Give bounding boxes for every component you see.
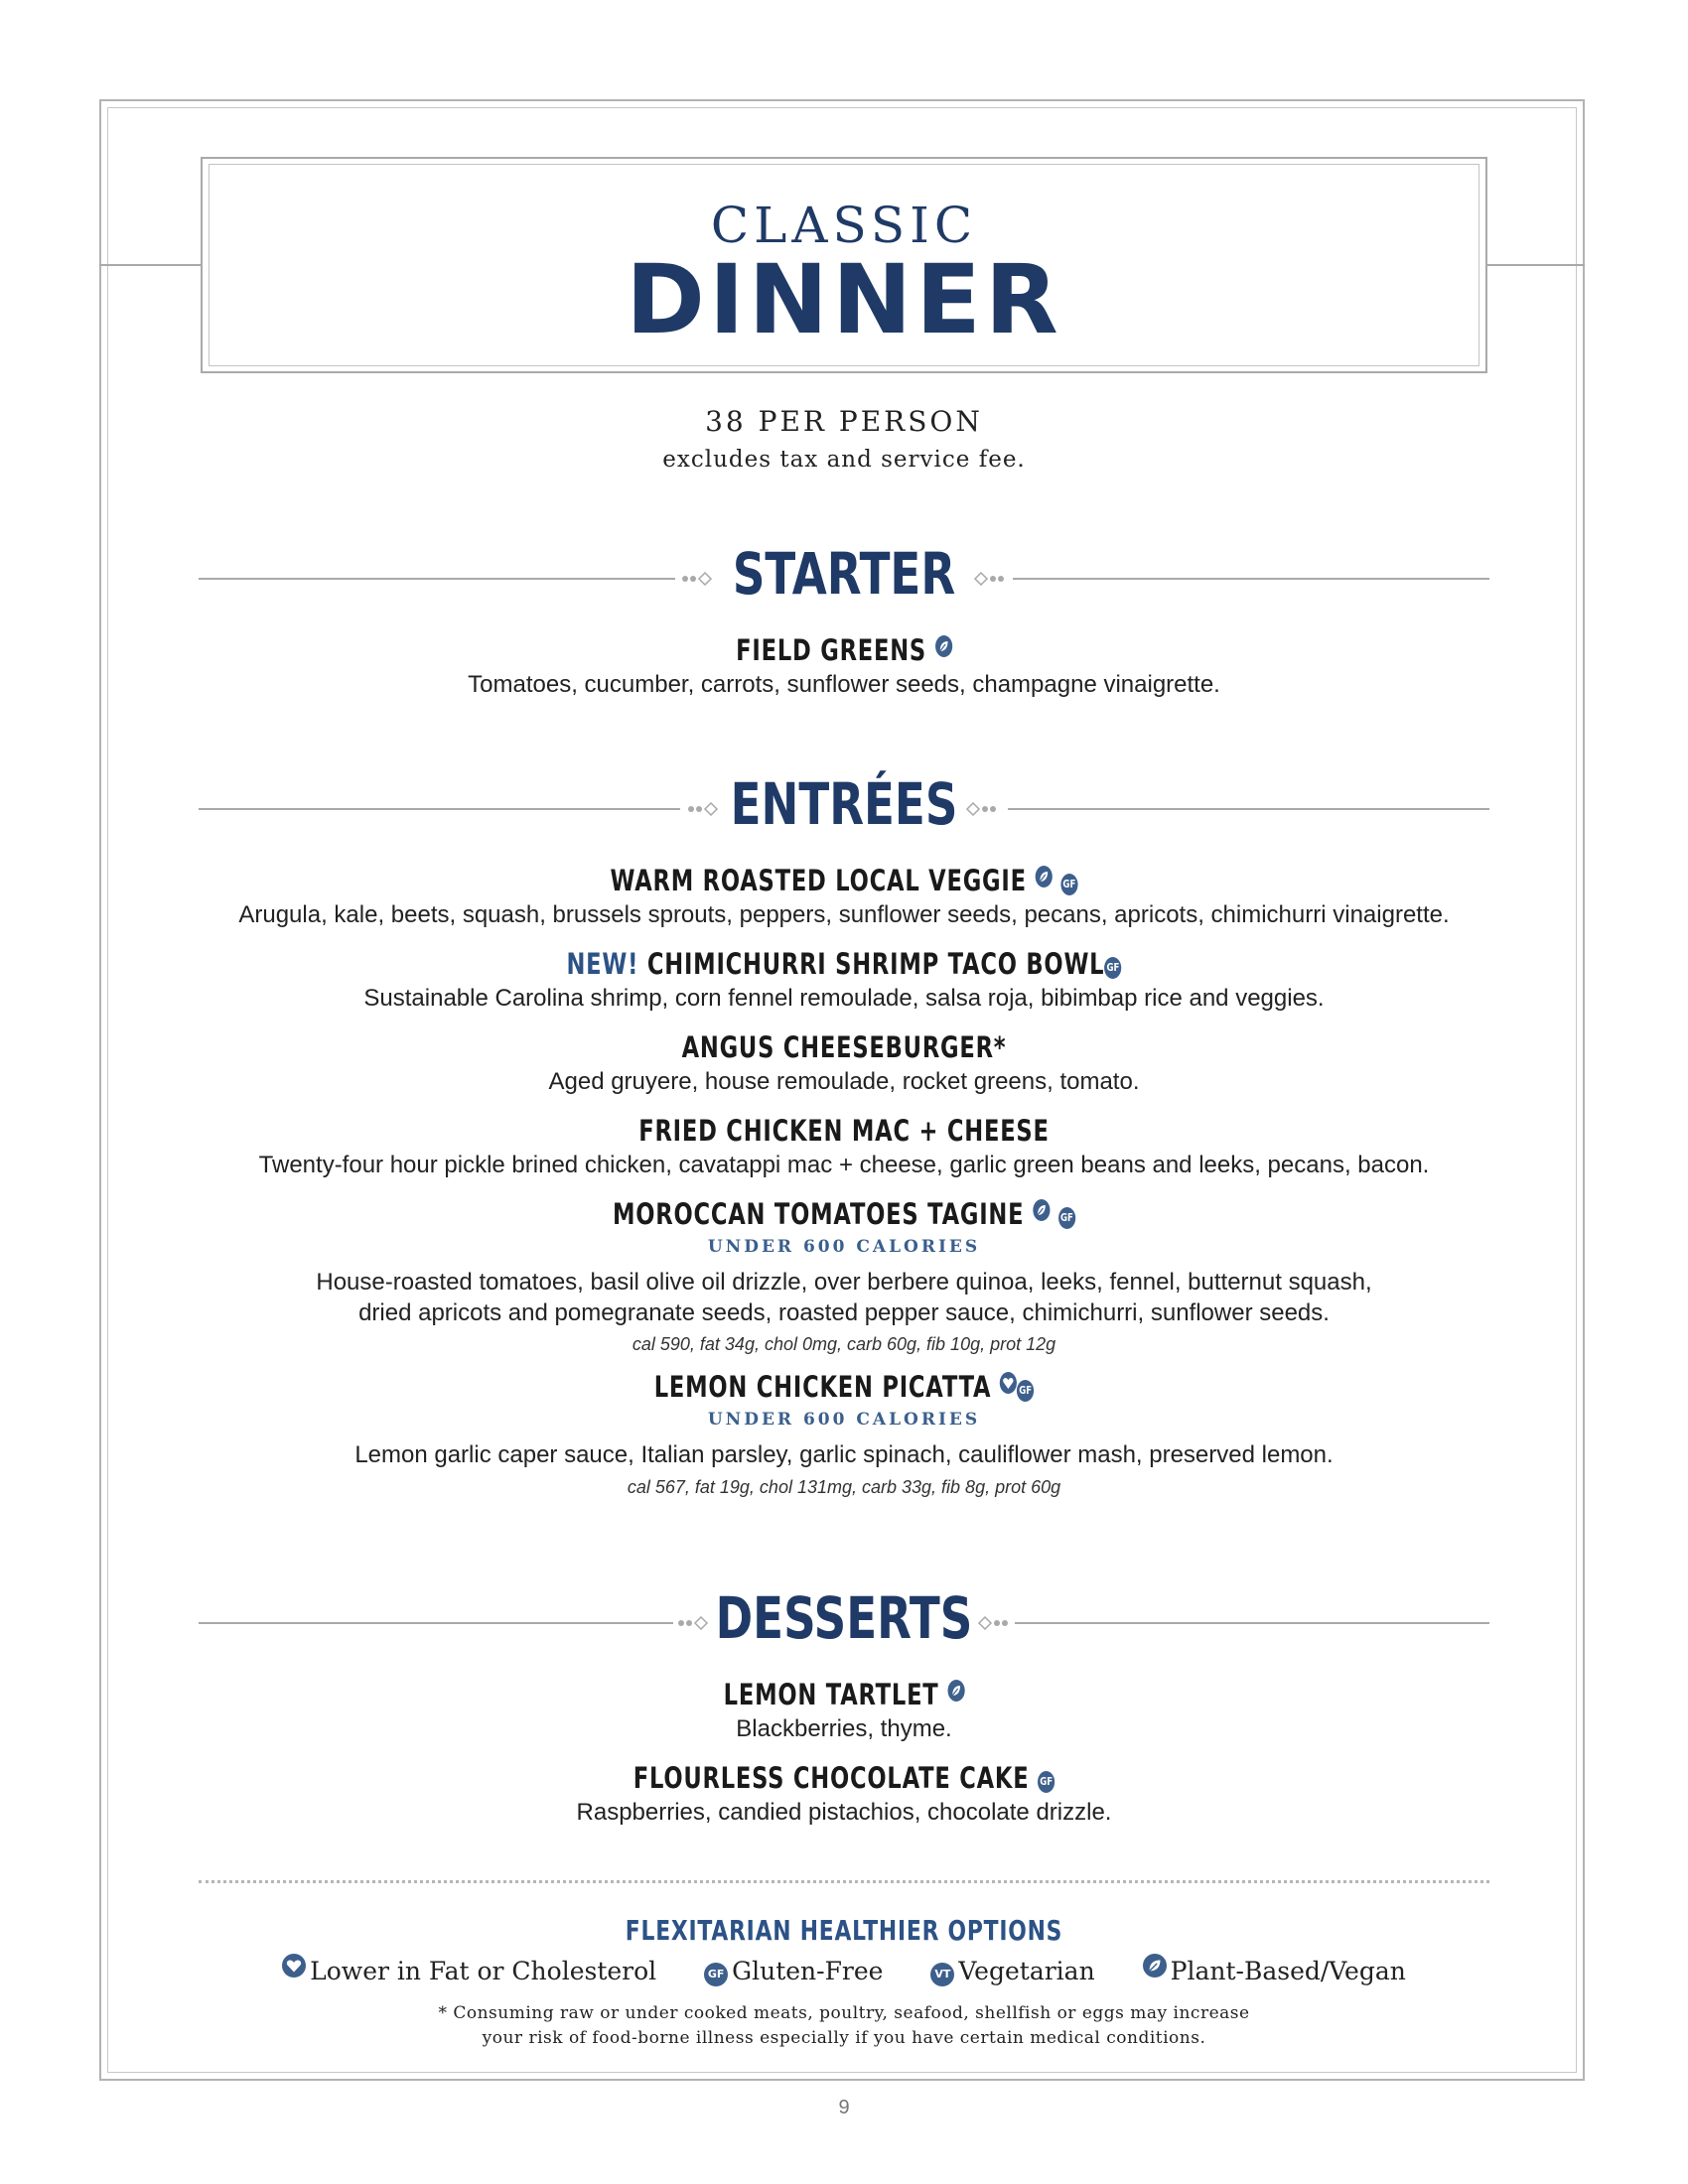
heart-icon <box>282 1954 306 1978</box>
legend-item-vegetarian <box>930 1957 1094 1986</box>
item-description: Blackberries, thyme. <box>736 1715 952 1742</box>
leaf-icon <box>947 1680 964 1702</box>
legend-label: Vegetarian <box>958 1957 1095 1985</box>
gluten-free-icon: GF <box>1038 1771 1055 1793</box>
leaf-icon <box>1033 1199 1050 1221</box>
title-dinner: DINNER <box>626 244 1062 355</box>
legend-item-gluten-free <box>704 1957 883 1986</box>
item-description-line-2: dried apricots and pomegranate seeds, roasted pepper sauce, chimichurri, sunflower seeds. <box>358 1299 1330 1326</box>
item-name: WARM ROASTED LOCAL VEGGIE <box>610 864 1027 897</box>
item-description-line-1: House-roasted tomatoes, basil olive oil drizzle, over berbere quinoa, leeks, fennel, butternut squash, <box>316 1269 1372 1296</box>
gluten-free-icon: GF <box>1104 957 1121 979</box>
section-title-starter: STARTER <box>732 540 956 608</box>
legend-label: Gluten-Free <box>732 1957 884 1985</box>
gluten-free-icon: GF <box>1017 1380 1034 1402</box>
menu-item-angus-cheeseburger <box>186 1030 1502 1064</box>
item-description: Arugula, kale, beets, squash, brussels sprouts, peppers, sunflower seeds, pecans, apricots, chimichurri vinaigrette. <box>238 901 1450 928</box>
menu-item-flourless-chocolate-cake <box>186 1761 1502 1795</box>
leaf-icon <box>1035 866 1052 887</box>
item-description: Tomatoes, cucumber, carrots, sunflower seeds, champagne vinaigrette. <box>468 671 1220 698</box>
dotted-divider <box>199 1880 1489 1883</box>
menu-item-field-greens <box>186 633 1502 667</box>
title-classic: CLASSIC <box>710 197 978 254</box>
item-description: Sustainable Carolina shrimp, corn fennel remoulade, salsa roja, bibimbap rice and veggies. <box>363 985 1325 1012</box>
item-name: LEMON TARTLET <box>723 1678 939 1711</box>
new-badge: NEW! <box>566 947 639 981</box>
gluten-free-icon: GF <box>1060 874 1077 895</box>
item-nutrition: cal 567, fat 19g, chol 131mg, carb 33g, fib 8g, prot 60g <box>627 1477 1061 1497</box>
heart-icon <box>1000 1372 1017 1394</box>
gluten-free-icon: GF <box>1058 1207 1075 1229</box>
item-name: CHIMICHURRI SHRIMP TACO BOWL <box>646 947 1105 981</box>
leaf-icon <box>935 635 952 657</box>
legend-label: Lower in Fat or Cholesterol <box>310 1957 657 1985</box>
section-title-desserts: DESSERTS <box>715 1584 973 1652</box>
excludes-note: excludes tax and service fee. <box>662 447 1026 473</box>
menu-item-chimichurri-shrimp-taco-bowl <box>186 947 1502 981</box>
under-600-calories-label: UNDER 600 CALORIES <box>707 1410 981 1430</box>
menu-item-lemon-tartlet <box>186 1678 1502 1711</box>
legend-row <box>0 1954 1688 1986</box>
vegetarian-icon: VT <box>930 1963 954 1986</box>
item-name: ANGUS CHEESEBURGER* <box>681 1030 1007 1064</box>
menu-item-lemon-chicken-picatta <box>186 1370 1502 1404</box>
footnote-line-1: * Consuming raw or under cooked meats, poultry, seafood, shellfish or eggs may increase <box>438 2003 1250 2023</box>
item-name: MOROCCAN TOMATOES TAGINE <box>612 1197 1025 1231</box>
under-600-calories-label: UNDER 600 CALORIES <box>707 1237 981 1257</box>
item-name: LEMON CHICKEN PICATTA <box>653 1370 992 1404</box>
page-number: 9 <box>838 2097 850 2118</box>
section-title-entrees: ENTRÉES <box>730 770 958 838</box>
item-description: Lemon garlic caper sauce, Italian parsley, garlic spinach, cauliflower mash, preserved lemon. <box>354 1441 1334 1468</box>
legend-item-plant-based <box>1143 1954 1406 1985</box>
item-name: FIELD GREENS <box>736 633 927 667</box>
footnote-line-2: your risk of food-borne illness especially if you have certain medical conditions. <box>482 2028 1206 2048</box>
menu-item-fried-chicken-mac-cheese <box>186 1114 1502 1148</box>
item-nutrition: cal 590, fat 34g, chol 0mg, carb 60g, fib 10g, prot 12g <box>632 1334 1056 1354</box>
item-name: FLOURLESS CHOCOLATE CAKE <box>633 1761 1030 1795</box>
gluten-free-icon: GF <box>704 1963 728 1986</box>
menu-item-warm-roasted-local-veggie <box>186 864 1502 897</box>
item-description: Twenty-four hour pickle brined chicken, cavatappi mac + cheese, garlic green beans and leeks, pecans, bacon. <box>258 1152 1430 1178</box>
item-description: Raspberries, candied pistachios, chocolate drizzle. <box>576 1799 1112 1826</box>
leaf-icon <box>1143 1954 1167 1978</box>
item-description: Aged gruyere, house remoulade, rocket greens, tomato. <box>548 1068 1140 1095</box>
legend-label: Plant-Based/Vegan <box>1170 1957 1406 1985</box>
legend-item-lower-fat <box>282 1954 656 1985</box>
menu-item-moroccan-tomatoes-tagine <box>186 1197 1502 1231</box>
price-per-person: 38 PER PERSON <box>705 405 983 438</box>
legend-title: FLEXITARIAN HEALTHIER OPTIONS <box>625 1914 1063 1947</box>
item-name: FRIED CHICKEN MAC + CHEESE <box>638 1114 1050 1148</box>
